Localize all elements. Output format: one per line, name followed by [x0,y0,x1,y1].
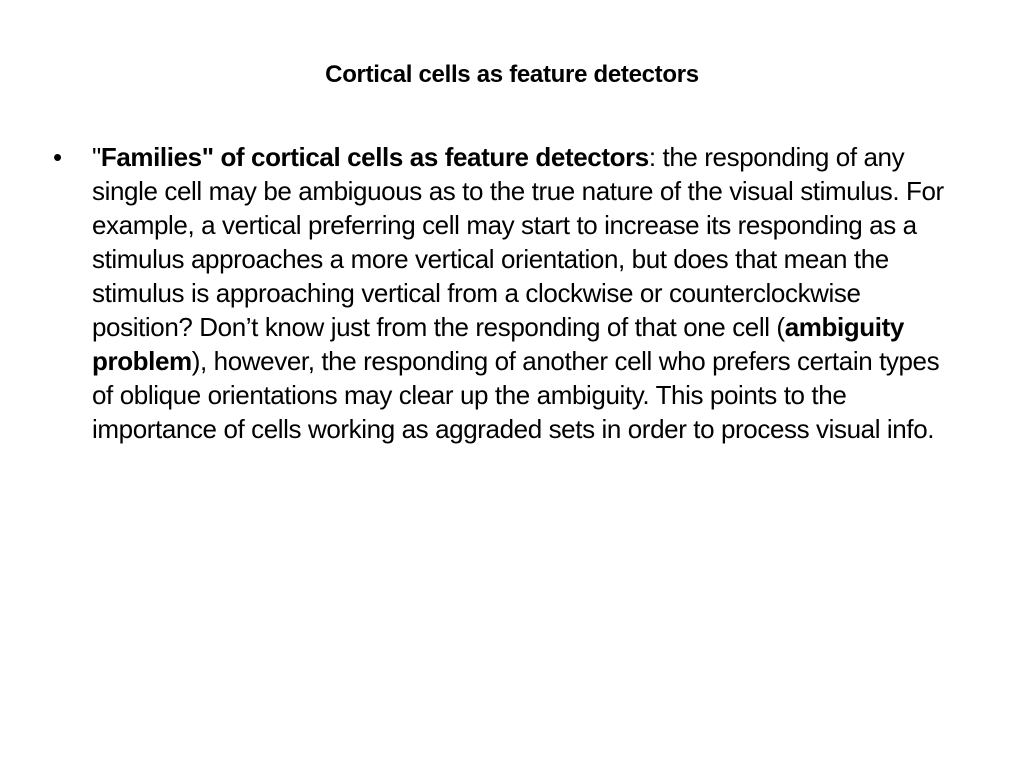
bullet-dot-icon: • [53,142,63,172]
bullet-lead-term: Families" of cortical cells as feature detectors [100,142,649,172]
slide-body [53,140,953,446]
bullet-body-part-1: : the responding of any single cell may be ambiguous as to the true nature of the visual stimulus. For example, a vertical preferring cell may start to increase its responding as a stimulus approaches a more vertical orientation, but does that mean the stimulus is approaching vertical from a clockwise or counterclockwise position? Don’t know just from the responding of that one cell ( [92,142,944,342]
bullet-item [53,140,953,446]
open-quote: " [92,142,101,172]
bullet-text [92,140,953,446]
slide-title: Cortical cells as feature detectors [325,61,699,88]
bullet-body-part-2: ), however, the responding of another cell who prefers certain types of oblique orientations may clear up the ambiguity. This points to the importance of cells working as aggraded sets in order to process visual info. [92,346,940,444]
bullet-key-term: ambiguity problem [92,312,904,376]
